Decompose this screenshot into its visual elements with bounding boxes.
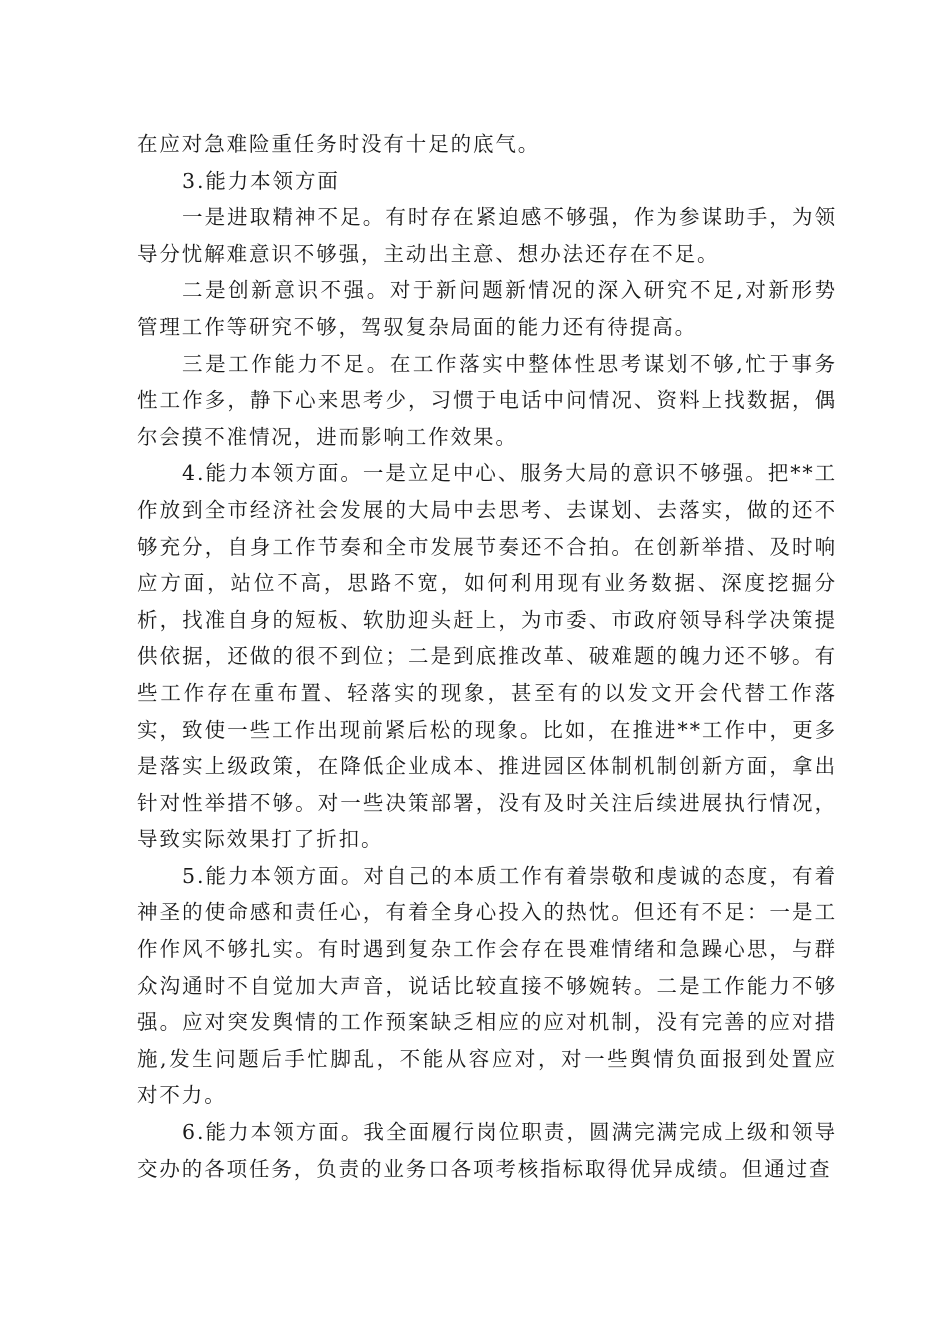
paragraph-item-4: 4.能力本领方面。一是立足中心、服务大局的意识不够强。把**工作放到全市经济社会发展的大局中去思考、去谋划、去落实，做的还不够充分，自身工作节奏和全市发展节奏还不合拍。在创新举措、及时响应方面，站位不高，思路不宽，如何利用现有业务数据、深度挖掘分析，找准自身的短板、软肋迎头赶上，为市委、市政府领导科学决策提供依据，还做的很不到位；二是到底推改革、破难题的魄力还不够。有些工作存在重布置、轻落实的现象，甚至有的以发文开会代替工作落实，致使一些工作出现前紧后松的现象。比如，在推进**工作中，更多是落实上级政策，在降低企业成本、推进园区体制机制创新方面，拿出针对性举措不够。对一些决策部署，没有及时关注后续进展执行情况，导致实际效果打了折扣。 <box>137 461 837 852</box>
paragraph-enterprising-spirit: 一是进取精神不足。有时存在紧迫感不够强，作为参谋助手，为领导分忧解难意识不够强，主动出主意、想办法还存在不足。 <box>137 205 837 266</box>
section-heading-ability: 3.能力本领方面 <box>182 168 340 193</box>
paragraph-innovation: 二是创新意识不强。对于新问题新情况的深入研究不足,对新形势管理工作等研究不够，驾驭复杂局面的能力还有待提高。 <box>137 278 837 339</box>
paragraph-item-6: 6.能力本领方面。我全面履行岗位职责，圆满完满完成上级和领导交办的各项任务，负责的业务口各项考核指标取得优异成绩。但通过查 <box>137 1120 837 1181</box>
paragraph-item-5: 5.能力本领方面。对自己的本质工作有着崇敬和虔诚的态度，有着神圣的使命感和责任心，有着全身心投入的热忱。但还有不足：一是工作作风不够扎实。有时遇到复杂工作会存在畏难情绪和急躁心思，与群众沟通时不自觉加大声音，说话比较直接不够婉转。二是工作能力不够强。应对突发舆情的工作预案缺乏相应的应对机制，没有完善的应对措施,发生问题后手忙脚乱，不能从容应对，对一些舆情负面报到处置应对不力。 <box>137 863 837 1108</box>
paragraph-continuation: 在应对急难险重任务时没有十足的底气。 <box>137 132 541 156</box>
paragraph-work-ability: 三是工作能力不足。在工作落实中整体性思考谋划不够,忙于事务性工作多，静下心来思考少，习惯于电话中问情况、资料上找数据，偶尔会摸不准情况，进而影响工作效果。 <box>137 351 837 449</box>
document-page <box>137 126 837 1187</box>
